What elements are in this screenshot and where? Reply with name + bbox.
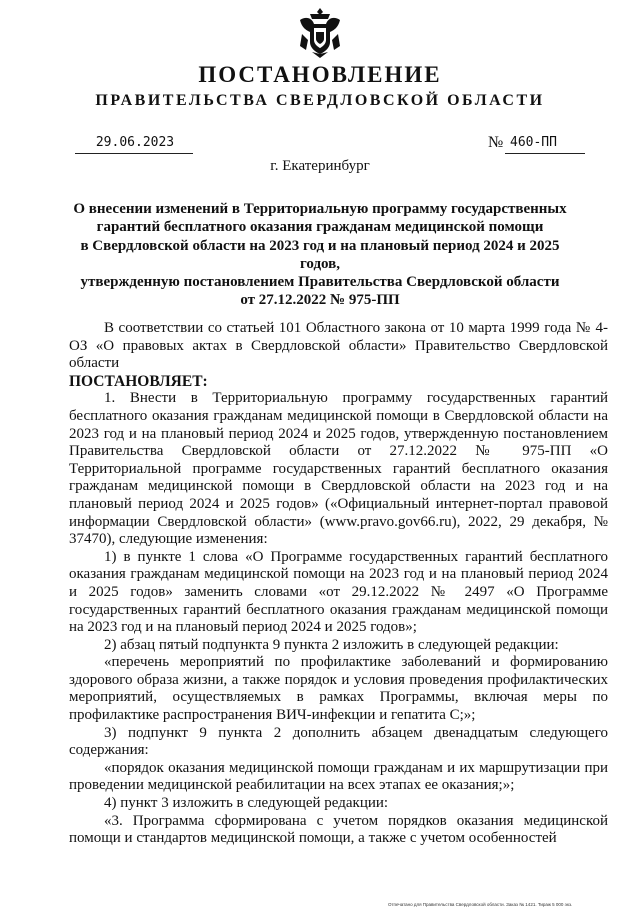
document-heading: [70, 200, 570, 310]
body-paragraph: 3) подпункт 9 пункта 2 дополнить абзацем двенадцатым следующего содержания:: [69, 724, 608, 759]
date-underline: [75, 153, 193, 154]
intro-paragraph: В соответствии со статьей 101 Областного закона от 10 марта 1999 года № 4-ОЗ «О правовых актах в Свердловской области» Правительство Свердловской области: [69, 320, 608, 372]
document-date: 29.06.2023: [95, 135, 175, 150]
document-type-title: ПОСТАНОВЛЕНИЕ: [198, 62, 442, 87]
body-paragraph: «перечень мероприятий по профилактике заболеваний и формированию здорового образа жизни, а также порядок и условия проведения профилактических мероприятий, осуществляемых в рамках Программы, включая меры по профилактике распространения ВИЧ-инфекции и гепатита С;»;: [69, 654, 608, 724]
heading-line: в Свердловской области на 2023 год и на плановый период 2024 и 2025 годов,: [80, 237, 560, 272]
issuer-subtitle: ПРАВИТЕЛЬСТВА СВЕРДЛОВСКОЙ ОБЛАСТИ: [95, 92, 545, 109]
body-paragraph: «порядок оказания медицинской помощи гражданам и их маршрутизации при проведении медицинской реабилитации на всех этапах ее оказания;»;: [69, 759, 608, 794]
heading-line: гарантий бесплатного оказания гражданам медицинской помощи: [96, 219, 544, 236]
heading-line: О внесении изменений в Территориальную программу государственных: [73, 201, 567, 217]
body-paragraph: 1) в пункте 1 слова «О Программе государственных гарантий бесплатного оказания гражданам медицинской помощи на 2023 год и на плановый период 2024 и 2025 годов» заменить словами «от 29.12.2022 № 2497 «О Программе государственных гарантий бесплатного оказания гражданам медицинской помощи на 2023 год и на плановый период 2024 и 2025 годов»;: [69, 548, 608, 636]
document-number: 460-ПП: [510, 135, 557, 150]
heading-line: от 27.12.2022 № 975-ПП: [240, 292, 400, 309]
body-paragraph: 4) пункт 3 изложить в следующей редакции:: [104, 795, 389, 812]
resolve-heading: ПОСТАНОВЛЯЕТ:: [69, 372, 208, 390]
document-body: [69, 320, 608, 848]
print-footer: Отпечатано для Правительства Свердловской области. Заказ № 1421. Тираж 5 000 экз.: [388, 902, 573, 907]
body-paragraph: «3. Программа сформирована с учетом порядков оказания медицинской помощи и стандартов медицинской помощи, а также с учетом особенностей: [69, 812, 608, 847]
number-sign: №: [488, 134, 504, 151]
body-paragraph: 2) абзац пятый подпункта 9 пункта 2 изложить в следующей редакции:: [104, 636, 559, 653]
coat-of-arms-icon: [292, 4, 348, 60]
number-underline: [505, 153, 585, 154]
document-city: г. Екатеринбург: [270, 158, 370, 174]
body-paragraph: 1. Внести в Территориальную программу государственных гарантий бесплатного оказания гражданам медицинской помощи в Свердловской области на 2023 год и на плановый период 2024 и 2025 годов, утвержденную постановлением Правительства Свердловской области от 27.12.2022 № 975-ПП «О Территориальной программе государственных гарантий бесплатного оказания гражданам медицинской помощи в Свердловской области на 2023 год и на плановый период 2024 и 2025 годов» («Официальный интернет-портал правовой информации Свердловской области» (www.pravo.gov66.ru), 2022, 29 декабря, № 37470), следующие изменения:: [69, 390, 608, 548]
heading-line: утвержденную постановлением Правительства Свердловской области: [80, 274, 560, 291]
